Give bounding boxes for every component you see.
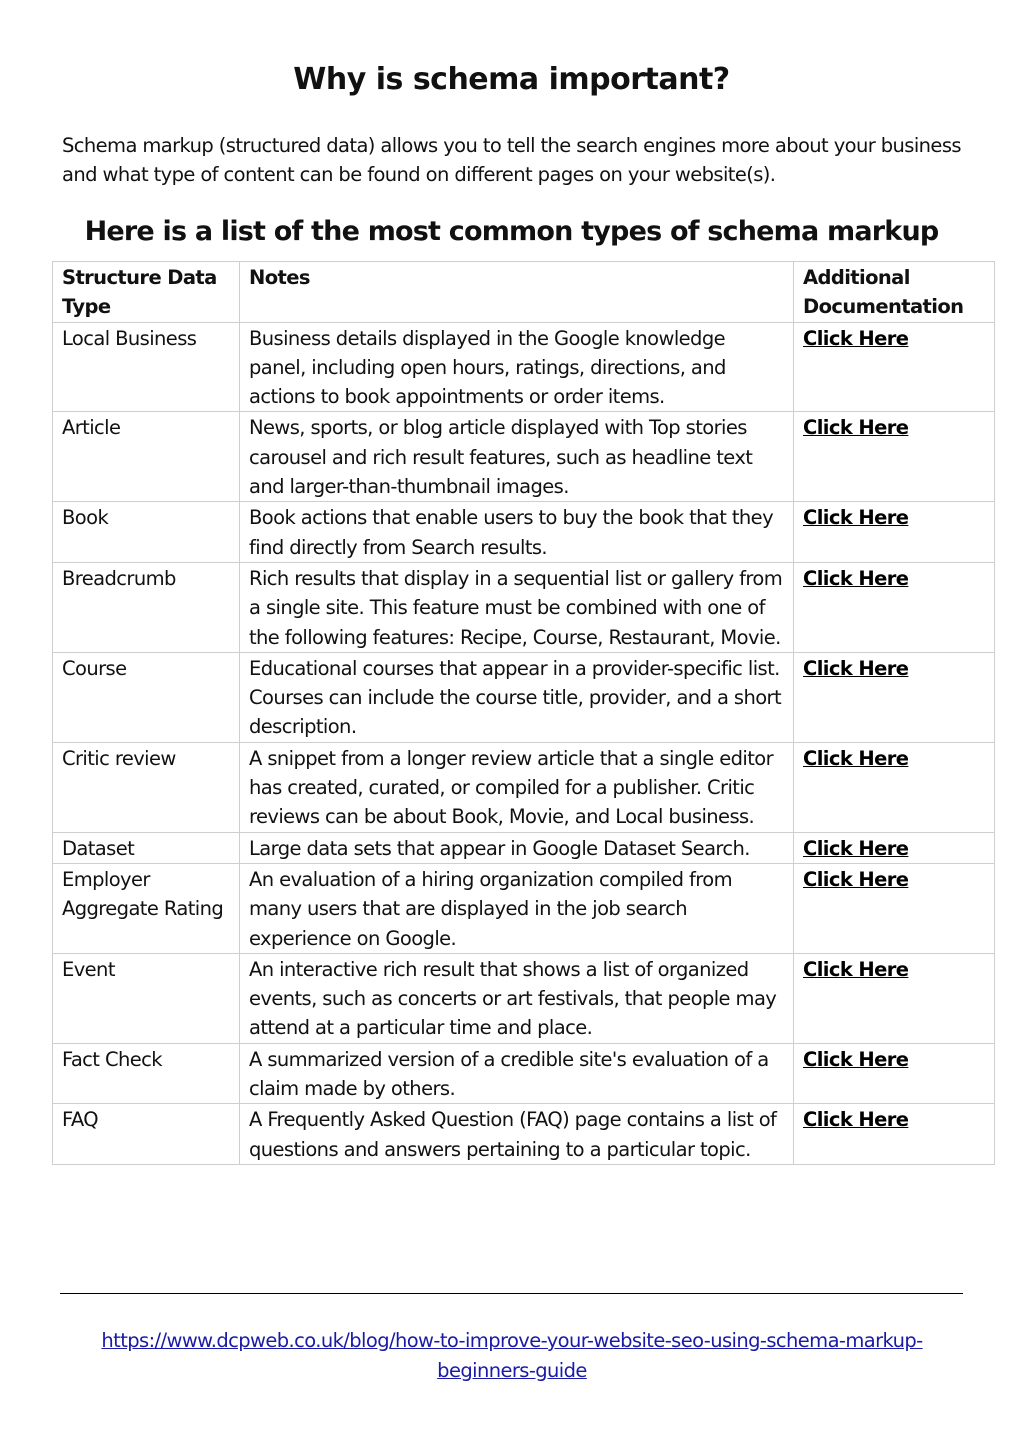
table-row [53, 863, 995, 953]
notes-cell: Educational courses that appear in a provider-specific list. Courses can include the course title, provider, and a short description. [240, 652, 794, 742]
schema-type-cell: Dataset [53, 832, 240, 863]
click-here-link[interactable]: Click Here [803, 566, 909, 590]
notes-cell: Book actions that enable users to buy the book that they find directly from Search results. [240, 502, 794, 563]
page-title: Why is schema important? [293, 62, 730, 97]
click-here-link[interactable]: Click Here [803, 416, 909, 440]
notes-cell: A summarized version of a credible site's evaluation of a claim made by others. [240, 1043, 794, 1104]
schema-type-cell: Fact Check [53, 1043, 240, 1104]
documentation-cell [794, 652, 995, 742]
documentation-cell [794, 1104, 995, 1165]
schema-type-cell: FAQ [53, 1104, 240, 1165]
schema-type-cell: Critic review [53, 742, 240, 832]
intro-paragraph: Schema markup (structured data) allows you to tell the search engines more about your business and what type of content can be found on different pages on your website(s). [62, 134, 961, 186]
table-header-row [53, 262, 995, 323]
documentation-cell [794, 953, 995, 1043]
notes-cell: News, sports, or blog article displayed with Top stories carousel and rich result features, such as headline text and larger-than-thumbnail images. [240, 412, 794, 502]
notes-cell: An evaluation of a hiring organization compiled from many users that are displayed in the job search experience on Google. [240, 863, 794, 953]
table-row [53, 412, 995, 502]
click-here-link[interactable]: Click Here [803, 836, 909, 860]
schema-type-cell: Course [53, 652, 240, 742]
source-url-link[interactable]: https://www.dcpweb.co.uk/blog/how-to-improve-your-website-seo-using-schema-markup-beginners-guide [101, 1329, 923, 1382]
click-here-link[interactable]: Click Here [803, 1047, 909, 1071]
notes-cell: Rich results that display in a sequential list or gallery from a single site. This feature must be combined with one of the following features: Recipe, Course, Restaurant, Movie. [240, 562, 794, 652]
table-row [53, 502, 995, 563]
documentation-cell [794, 502, 995, 563]
documentation-cell [794, 412, 995, 502]
table-row [53, 322, 995, 412]
notes-cell: A Frequently Asked Question (FAQ) page contains a list of questions and answers pertaining to a particular topic. [240, 1104, 794, 1165]
schema-type-cell: Book [53, 502, 240, 563]
documentation-cell [794, 742, 995, 832]
table-row [53, 832, 995, 863]
click-here-link[interactable]: Click Here [803, 326, 909, 350]
notes-cell: Large data sets that appear in Google Dataset Search. [240, 832, 794, 863]
column-header-type: Structure Data Type [53, 262, 240, 323]
click-here-link[interactable]: Click Here [803, 506, 909, 530]
documentation-cell [794, 832, 995, 863]
notes-cell: A snippet from a longer review article that a single editor has created, curated, or compiled for a publisher. Critic reviews can be about Book, Movie, and Local business. [240, 742, 794, 832]
notes-cell: Business details displayed in the Google knowledge panel, including open hours, ratings, directions, and actions to book appointments or order items. [240, 322, 794, 412]
documentation-cell [794, 562, 995, 652]
schema-type-cell: Local Business [53, 322, 240, 412]
click-here-link[interactable]: Click Here [803, 656, 909, 680]
click-here-link[interactable]: Click Here [803, 746, 909, 770]
table-row [53, 652, 995, 742]
documentation-cell [794, 863, 995, 953]
notes-cell: An interactive rich result that shows a list of organized events, such as concerts or art festivals, that people may attend at a particular time and place. [240, 953, 794, 1043]
schema-types-table [52, 261, 995, 1165]
list-heading: Here is a list of the most common types of schema markup [84, 216, 939, 247]
schema-type-cell: Breadcrumb [53, 562, 240, 652]
table-body [53, 322, 995, 1164]
schema-type-cell: Employer Aggregate Rating [53, 863, 240, 953]
click-here-link[interactable]: Click Here [803, 1108, 909, 1132]
click-here-link[interactable]: Click Here [803, 867, 909, 891]
documentation-cell [794, 1043, 995, 1104]
footer-divider [60, 1293, 963, 1294]
table-row [53, 1104, 995, 1165]
table-row [53, 562, 995, 652]
table-row [53, 953, 995, 1043]
schema-type-cell: Article [53, 412, 240, 502]
column-header-documentation: Additional Documentation [794, 262, 995, 323]
schema-type-cell: Event [53, 953, 240, 1043]
table-row [53, 742, 995, 832]
click-here-link[interactable]: Click Here [803, 957, 909, 981]
table-row [53, 1043, 995, 1104]
column-header-notes: Notes [240, 262, 794, 323]
documentation-cell [794, 322, 995, 412]
